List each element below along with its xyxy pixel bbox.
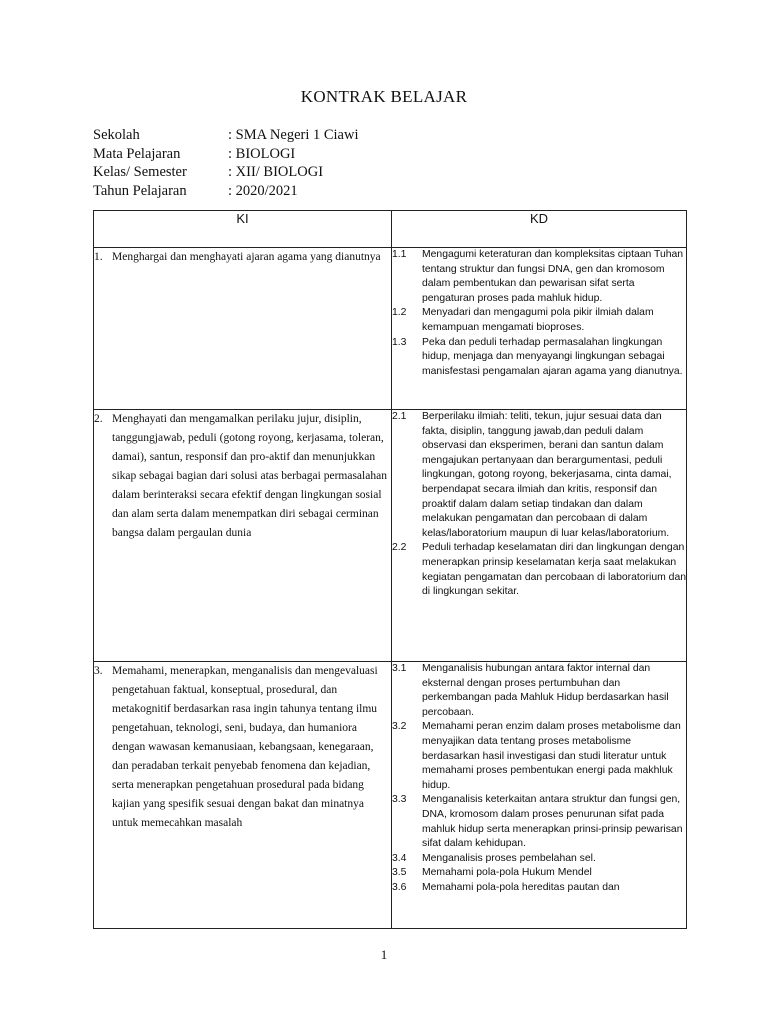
table-row (94, 410, 687, 662)
kd-number: 3.1 (392, 663, 407, 674)
kd-cell (392, 410, 687, 662)
kd-item (392, 662, 686, 720)
kd-text: Memahami pola-pola hereditas pautan dan (422, 881, 620, 893)
kd-number: 1.3 (392, 336, 407, 348)
ki-number: 2. (94, 413, 103, 425)
ki-number: 1. (94, 251, 103, 263)
kd-text: Peka dan peduli terhadap permasalahan lingkungan hidup, menjaga dan menyayangi lingkungan sebagai manisfestasi pengamalan ajaran agama yang dianutnya. (422, 336, 683, 377)
meta-row-year (93, 182, 359, 201)
kd-text: Memahami pola-pola Hukum Mendel (422, 867, 592, 879)
meta-label: Kelas/ Semester (93, 164, 187, 180)
ki-cell (94, 410, 392, 662)
header-kd: KD (392, 211, 687, 248)
kd-number: 1.2 (392, 307, 407, 319)
kd-item (392, 881, 686, 896)
kd-item (392, 410, 686, 541)
kd-number: 3.6 (392, 881, 407, 893)
meta-value: : 2020/2021 (228, 182, 298, 199)
ki-cell (94, 662, 392, 929)
kd-item (392, 866, 686, 881)
kd-item (392, 720, 686, 793)
kd-number: 1.1 (392, 249, 407, 260)
kd-text: Peduli terhadap keselamatan diri dan lingkungan dengan menerapkan prinsip keselamatan kerja saat melakukan kegiatan pengamatan dan percobaan di laboratorium dan di lingkungan sekitar. (422, 542, 686, 598)
kd-number: 3.2 (392, 721, 407, 733)
kd-item (392, 306, 686, 335)
ki-text: Menghayati dan mengamalkan perilaku jujur, disiplin, tanggungjawab, peduli (gotong royong, kerjasama, toleran, damai), santun, responsif dan pro-aktif dan menunjukkan sikap sebagai bagian dari solusi atas berbagai permasalahan dalam berinteraksi secara efektif dengan lingkungan sosial dan alam serta dalam menempatkan diri sebagai cerminan bangsa dalam pergaulan dunia (112, 413, 387, 539)
kd-text: Berperilaku ilmiah: teliti, tekun, jujur sesuai data dan fakta, disiplin, tanggung jawab,dan peduli dalam observasi dan eksperimen, berani dan santun dalam mengajukan pertanyaan dan berargumentasi, peduli lingkungan, gotong royong, bekerjasama, cinta damai, berpendapat secara ilmiah dan kritis, responsif dan proaktif dalam dalam setiap tindakan dan dalam melakukan pengamatan dan percobaan di dalam kelas/laboratorium maupun di luar kelas/laboratorium. (422, 411, 672, 539)
kd-number: 3.3 (392, 794, 407, 806)
meta-value: : BIOLOGI (228, 145, 296, 162)
kd-number: 3.4 (392, 852, 407, 864)
meta-label: Mata Pelajaran (93, 145, 181, 162)
page-title: KONTRAK BELAJAR (300, 87, 468, 106)
meta-value: : XII/ BIOLOGI (228, 164, 324, 180)
kd-item (392, 248, 686, 306)
ki-text: Memahami, menerapkan, menganalisis dan mengevaluasi pengetahuan faktual, konseptual, prosedural, dan metakognitif berdasarkan rasa ingin tahunya tentang ilmu pengetahuan, teknologi, seni, budaya, dan humaniora dengan wawasan kemanusiaan, kebangsaan, kenegaraan, dan peradaban terkait penyebab fenomena dan kejadian, serta menerapkan pengetahuan prosedural pada bidang kajian yang spesifik sesuai dengan bakat dan minatnya untuk memecahkan masalah (112, 665, 378, 829)
ki-number: 3. (94, 665, 103, 677)
kd-text: Mengagumi keteraturan dan kompleksitas ciptaan Tuhan tentang struktur dan fungsi DNA, gen dan kromosom dalam pembentukan dan pewarisan sifat serta pengaturan proses pada mahluk hidup. (422, 249, 684, 304)
kd-text: Menganalisis proses pembelahan sel. (422, 852, 596, 864)
table-row (94, 662, 687, 929)
kd-cell (392, 248, 687, 410)
header-ki: KI (94, 211, 392, 248)
kd-number: 3.5 (392, 867, 407, 879)
kd-cell (392, 662, 687, 929)
meta-row-class (93, 163, 359, 182)
kd-text: Menganalisis keterkaitan antara struktur dan fungsi gen, DNA, kromosom dalam proses penurunan sifat pada mahluk hidup serta menerapkan prinsi-prinsip pewarisan sifat dalam kehidupan. (422, 794, 683, 850)
ki-text: Menghargai dan menghayati ajaran agama yang dianutnya (112, 251, 381, 263)
kd-number: 2.1 (392, 411, 407, 422)
meta-row-school (93, 126, 359, 145)
kd-text: Menyadari dan mengagumi pola pikir ilmiah dalam kemampuan mengamati bioproses. (422, 307, 654, 333)
ki-kd-table (93, 210, 687, 929)
kd-number: 2.2 (392, 542, 407, 554)
meta-row-subject (93, 145, 359, 164)
kd-item (392, 541, 686, 599)
ki-cell (94, 248, 392, 410)
kd-text: Menganalisis hubungan antara faktor internal dan eksternal dengan proses pertumbuhan dan perkembangan pada Mahluk Hidup berdasarkan hasil percobaan. (422, 663, 669, 718)
table-row (94, 248, 687, 410)
kd-item (392, 852, 686, 867)
meta-value: : SMA Negeri 1 Ciawi (228, 127, 359, 143)
meta-label: Sekolah (93, 127, 140, 143)
meta-info (93, 126, 359, 200)
kd-item (392, 793, 686, 851)
page-number: 1 (380, 947, 388, 962)
kd-item (392, 336, 686, 380)
kd-text: Memahami peran enzim dalam proses metabolisme dan menyajikan data tentang proses metabolisme berdasarkan hasil investigasi dan studi literatur untuk memahami proses pembentukan energi pada makhluk hidup. (422, 721, 681, 791)
meta-label: Tahun Pelajaran (93, 182, 187, 199)
